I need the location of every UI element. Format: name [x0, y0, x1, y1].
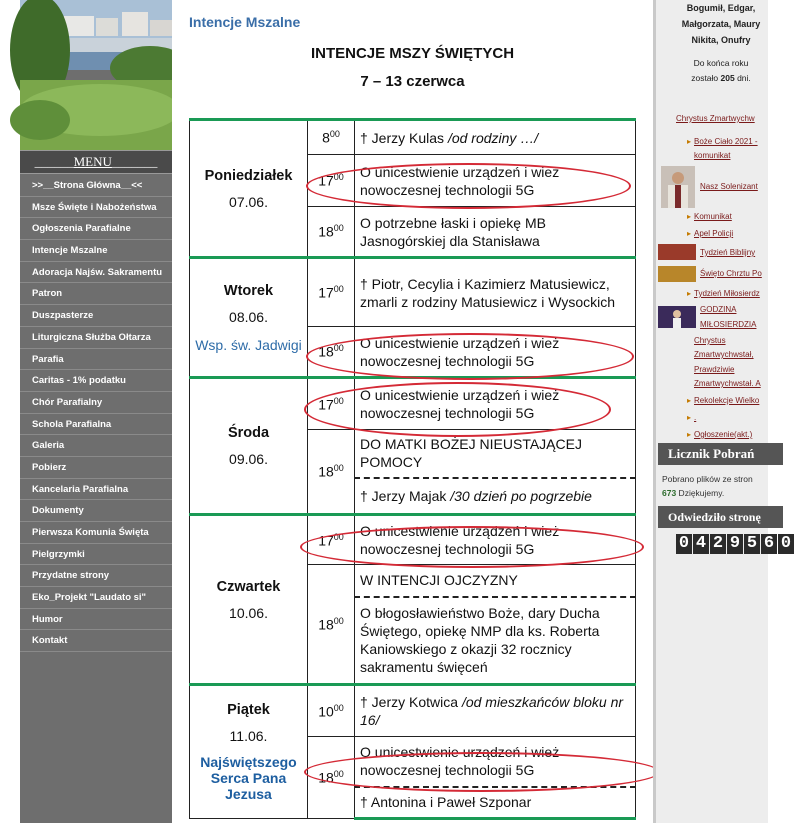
- menu-item-masses[interactable]: Msze Święte i Nabożeństwa: [20, 197, 172, 219]
- priest-photo-icon: [661, 166, 695, 208]
- landscape-photo-icon: [20, 0, 172, 150]
- news-link[interactable]: MIŁOSIERDZIA: [700, 320, 757, 329]
- menu-item-downloads[interactable]: Pobierz: [20, 457, 172, 479]
- intentions-table: [189, 118, 636, 820]
- visit-counter: [676, 534, 795, 554]
- intention-text: O unicestwienie urządzeń i wież nowoczesnej technologii 5G: [355, 155, 636, 207]
- bullet-icon: ▸: [687, 289, 692, 298]
- downloads-count: 673: [662, 488, 677, 498]
- news-link[interactable]: .: [694, 413, 697, 422]
- mass-hour: $17^{00}$: [308, 258, 355, 327]
- day-note: Najświętszego Serca Pana Jezusa: [200, 754, 297, 802]
- menu-item-pilgrimages[interactable]: Pielgrzymki: [20, 544, 172, 566]
- downloads-thanks: 673 Dziękujemy.: [662, 488, 725, 498]
- bullet-icon: ▸: [687, 212, 692, 221]
- name-day-line: Nikita, Onufry: [691, 35, 751, 45]
- news-link[interactable]: Chrystus Zmartwychw: [676, 114, 755, 123]
- news-link[interactable]: Ogłoszenie(akt.): [694, 430, 753, 439]
- mass-hour: $8^{00}$: [308, 120, 355, 155]
- table-row: [190, 515, 636, 565]
- menu-item-adoration[interactable]: Adoracja Najśw. Sakramentu: [20, 262, 172, 284]
- news-link[interactable]: Boże Ciało 2021 -: [694, 137, 758, 146]
- menu-item-choir[interactable]: Chór Parafialny: [20, 392, 172, 414]
- date-range: 7 – 13 czerwca: [360, 73, 465, 90]
- visits-title: Odwiedziło stronę: [658, 506, 783, 528]
- intention-text: † Jerzy Kulas /od rodziny …/: [355, 120, 636, 155]
- main-content: [172, 0, 653, 823]
- intention-text: † Jerzy Majak /30 dzień po pogrzebie: [355, 478, 636, 515]
- table-row: [190, 378, 636, 430]
- menu-item-patron[interactable]: Patron: [20, 283, 172, 305]
- main-menu: [20, 175, 172, 652]
- days-left-box: [656, 56, 786, 86]
- days-left-label: Do końca roku: [693, 58, 749, 68]
- counter-digit: 5: [744, 534, 760, 554]
- left-sidebar: [20, 0, 172, 823]
- menu-header: ______MENU_______: [20, 150, 172, 174]
- news-link[interactable]: GODZINA: [700, 305, 737, 314]
- days-left-count: 205: [720, 73, 735, 83]
- bullet-icon: ▸: [687, 396, 692, 405]
- day-name: Środa: [227, 425, 270, 441]
- menu-item-office[interactable]: Kancelaria Parafialna: [20, 479, 172, 501]
- news-link[interactable]: Komunikat: [694, 212, 732, 221]
- downloads-line: Pobrano plików ze stron: [662, 474, 753, 484]
- intention-text: O unicestwienie urządzeń i wież nowoczesnej technologii 5G: [355, 327, 636, 378]
- counter-digit: 0: [778, 534, 794, 554]
- counter-digit: 2: [710, 534, 726, 554]
- news-link[interactable]: Tydzień Biblijny: [700, 248, 756, 257]
- intention-text: † Piotr, Cecylia i Kazimierz Matusiewicz, zmarli z rodziny Matusiewicz i Wysockich: [355, 258, 636, 327]
- intention-text: † Antonina i Paweł Szponar: [355, 787, 636, 819]
- name-day-box: [656, 0, 786, 48]
- news-link[interactable]: Apel Policji: [694, 229, 734, 238]
- menu-item-priests[interactable]: Duszpasterze: [20, 305, 172, 327]
- mass-hour: $17^{00}$: [308, 515, 355, 565]
- menu-item-useful-pages[interactable]: Przydatne strony: [20, 565, 172, 587]
- table-row: [190, 120, 636, 155]
- counter-digit: 4: [693, 534, 709, 554]
- mass-hour: $17^{00}$: [308, 155, 355, 207]
- intention-text: O unicestwienie urządzeń i wież nowoczesnej technologii 5G: [355, 737, 636, 787]
- downloads-title: Licznik Pobrań: [658, 443, 783, 465]
- menu-item-caritas[interactable]: Caritas - 1% podatku: [20, 370, 172, 392]
- counter-digit: 6: [761, 534, 777, 554]
- day-cell: [190, 258, 308, 378]
- menu-header-label: MENU: [73, 154, 112, 169]
- news-link[interactable]: Zmartwychwstał,: [694, 350, 754, 359]
- news-link[interactable]: komunikat: [694, 151, 731, 160]
- menu-item-home[interactable]: >>__Strona Główna__<<: [20, 175, 172, 197]
- day-cell: [190, 685, 308, 819]
- day-cell: [190, 120, 308, 258]
- day-note: Wsp. św. Jadwigi: [195, 336, 302, 353]
- mass-hour: $17^{00}$: [308, 378, 355, 430]
- day-name: Wtorek: [223, 282, 274, 299]
- name-day-line: Bogumił, Edgar,: [686, 3, 756, 13]
- mass-hour: $10^{00}$: [308, 685, 355, 737]
- menu-item-schola[interactable]: Schola Parafialna: [20, 414, 172, 436]
- day-name: Czwartek: [216, 578, 281, 595]
- divine-mercy-icon: [658, 306, 696, 328]
- table-row: [190, 258, 636, 327]
- mass-hour: $18^{00}$: [308, 737, 355, 819]
- intention-text: DO MATKI BOŻEJ NIEUSTAJĄCEJ POMOCY: [355, 430, 636, 478]
- bullet-icon: ▸: [687, 229, 692, 238]
- bullet-icon: ▸: [687, 413, 692, 422]
- header-photo: [20, 0, 172, 150]
- day-date: 09.06.: [229, 451, 268, 467]
- mass-hour: $18^{00}$: [308, 565, 355, 685]
- news-link[interactable]: Tydzień Miłosierdz: [694, 289, 760, 298]
- page-heading: INTENCJE MSZY ŚWIĘTYCH: [310, 45, 515, 62]
- intention-text: O unicestwienie urządzeń i wież nowoczesnej technologii 5G: [355, 378, 636, 430]
- news-link[interactable]: Rekolekcje Wielko: [694, 396, 760, 405]
- mass-hour: $18^{00}$: [308, 327, 355, 378]
- news-link[interactable]: Święto Chrztu Po: [700, 269, 762, 278]
- bullet-icon: ▸: [687, 430, 692, 439]
- menu-item-humor[interactable]: Humor: [20, 609, 172, 631]
- intention-text: O błogosławieństwo Boże, dary Ducha Świętego, opiekę NMP dla ks. Roberta Kaniowskiego z okazji 32 rocznicy sakramentu święceń: [355, 597, 636, 685]
- menu-item-intentions[interactable]: Intencje Mszalne: [20, 240, 172, 262]
- intention-text: O unicestwienie urządzeń i wież nowoczesnej technologii 5G: [355, 515, 636, 565]
- day-date: 11.06.: [229, 728, 268, 744]
- name-day-line: Małgorzata, Maury: [681, 19, 761, 29]
- day-cell: [190, 378, 308, 515]
- intention-text: O potrzebne łaski i opiekę MB Jasnogórskiej dla Stanisława: [355, 207, 636, 258]
- menu-item-contact[interactable]: Kontakt: [20, 630, 172, 652]
- baptism-icon: [658, 266, 696, 282]
- intention-text: W INTENCJI OJCZYZNY: [355, 565, 636, 597]
- menu-item-altar-service[interactable]: Liturgiczna Służba Ołtarza: [20, 327, 172, 349]
- intention-text: † Jerzy Kotwica /od mieszkańców bloku nr 16/: [355, 685, 636, 737]
- bible-week-icon: [658, 244, 696, 260]
- mass-hour: $18^{00}$: [308, 207, 355, 258]
- counter-digit: 0: [676, 534, 692, 554]
- menu-item-gallery[interactable]: Galeria: [20, 435, 172, 457]
- news-link[interactable]: Chrystus: [694, 336, 726, 345]
- counter-digit: 9: [727, 534, 743, 554]
- mass-hour: $18^{00}$: [308, 430, 355, 515]
- day-name: Piątek: [227, 702, 270, 718]
- news-link[interactable]: Zmartwychwstał. A: [694, 379, 761, 388]
- day-date: 08.06.: [229, 308, 268, 325]
- menu-item-announcements[interactable]: Ogłoszenia Parafialne: [20, 218, 172, 240]
- news-link[interactable]: Prawdziwie: [694, 365, 735, 374]
- section-title: Intencje Mszalne: [189, 14, 301, 30]
- menu-item-eco-project[interactable]: Eko_Projekt "Laudato si": [20, 587, 172, 609]
- day-date: 10.06.: [229, 604, 268, 621]
- news-link[interactable]: Nasz Solenizant: [700, 182, 758, 191]
- days-left-line: zostało 205 dni.: [691, 73, 751, 83]
- menu-item-first-communion[interactable]: Pierwsza Komunia Święta: [20, 522, 172, 544]
- menu-item-documents[interactable]: Dokumenty: [20, 500, 172, 522]
- day-name: Poniedziałek: [204, 167, 293, 184]
- menu-item-parish[interactable]: Parafia: [20, 349, 172, 371]
- day-cell: [190, 515, 308, 685]
- day-date: 07.06.: [229, 193, 268, 210]
- table-row: [190, 685, 636, 737]
- right-sidebar: [653, 0, 792, 823]
- bullet-icon: ▸: [687, 137, 692, 146]
